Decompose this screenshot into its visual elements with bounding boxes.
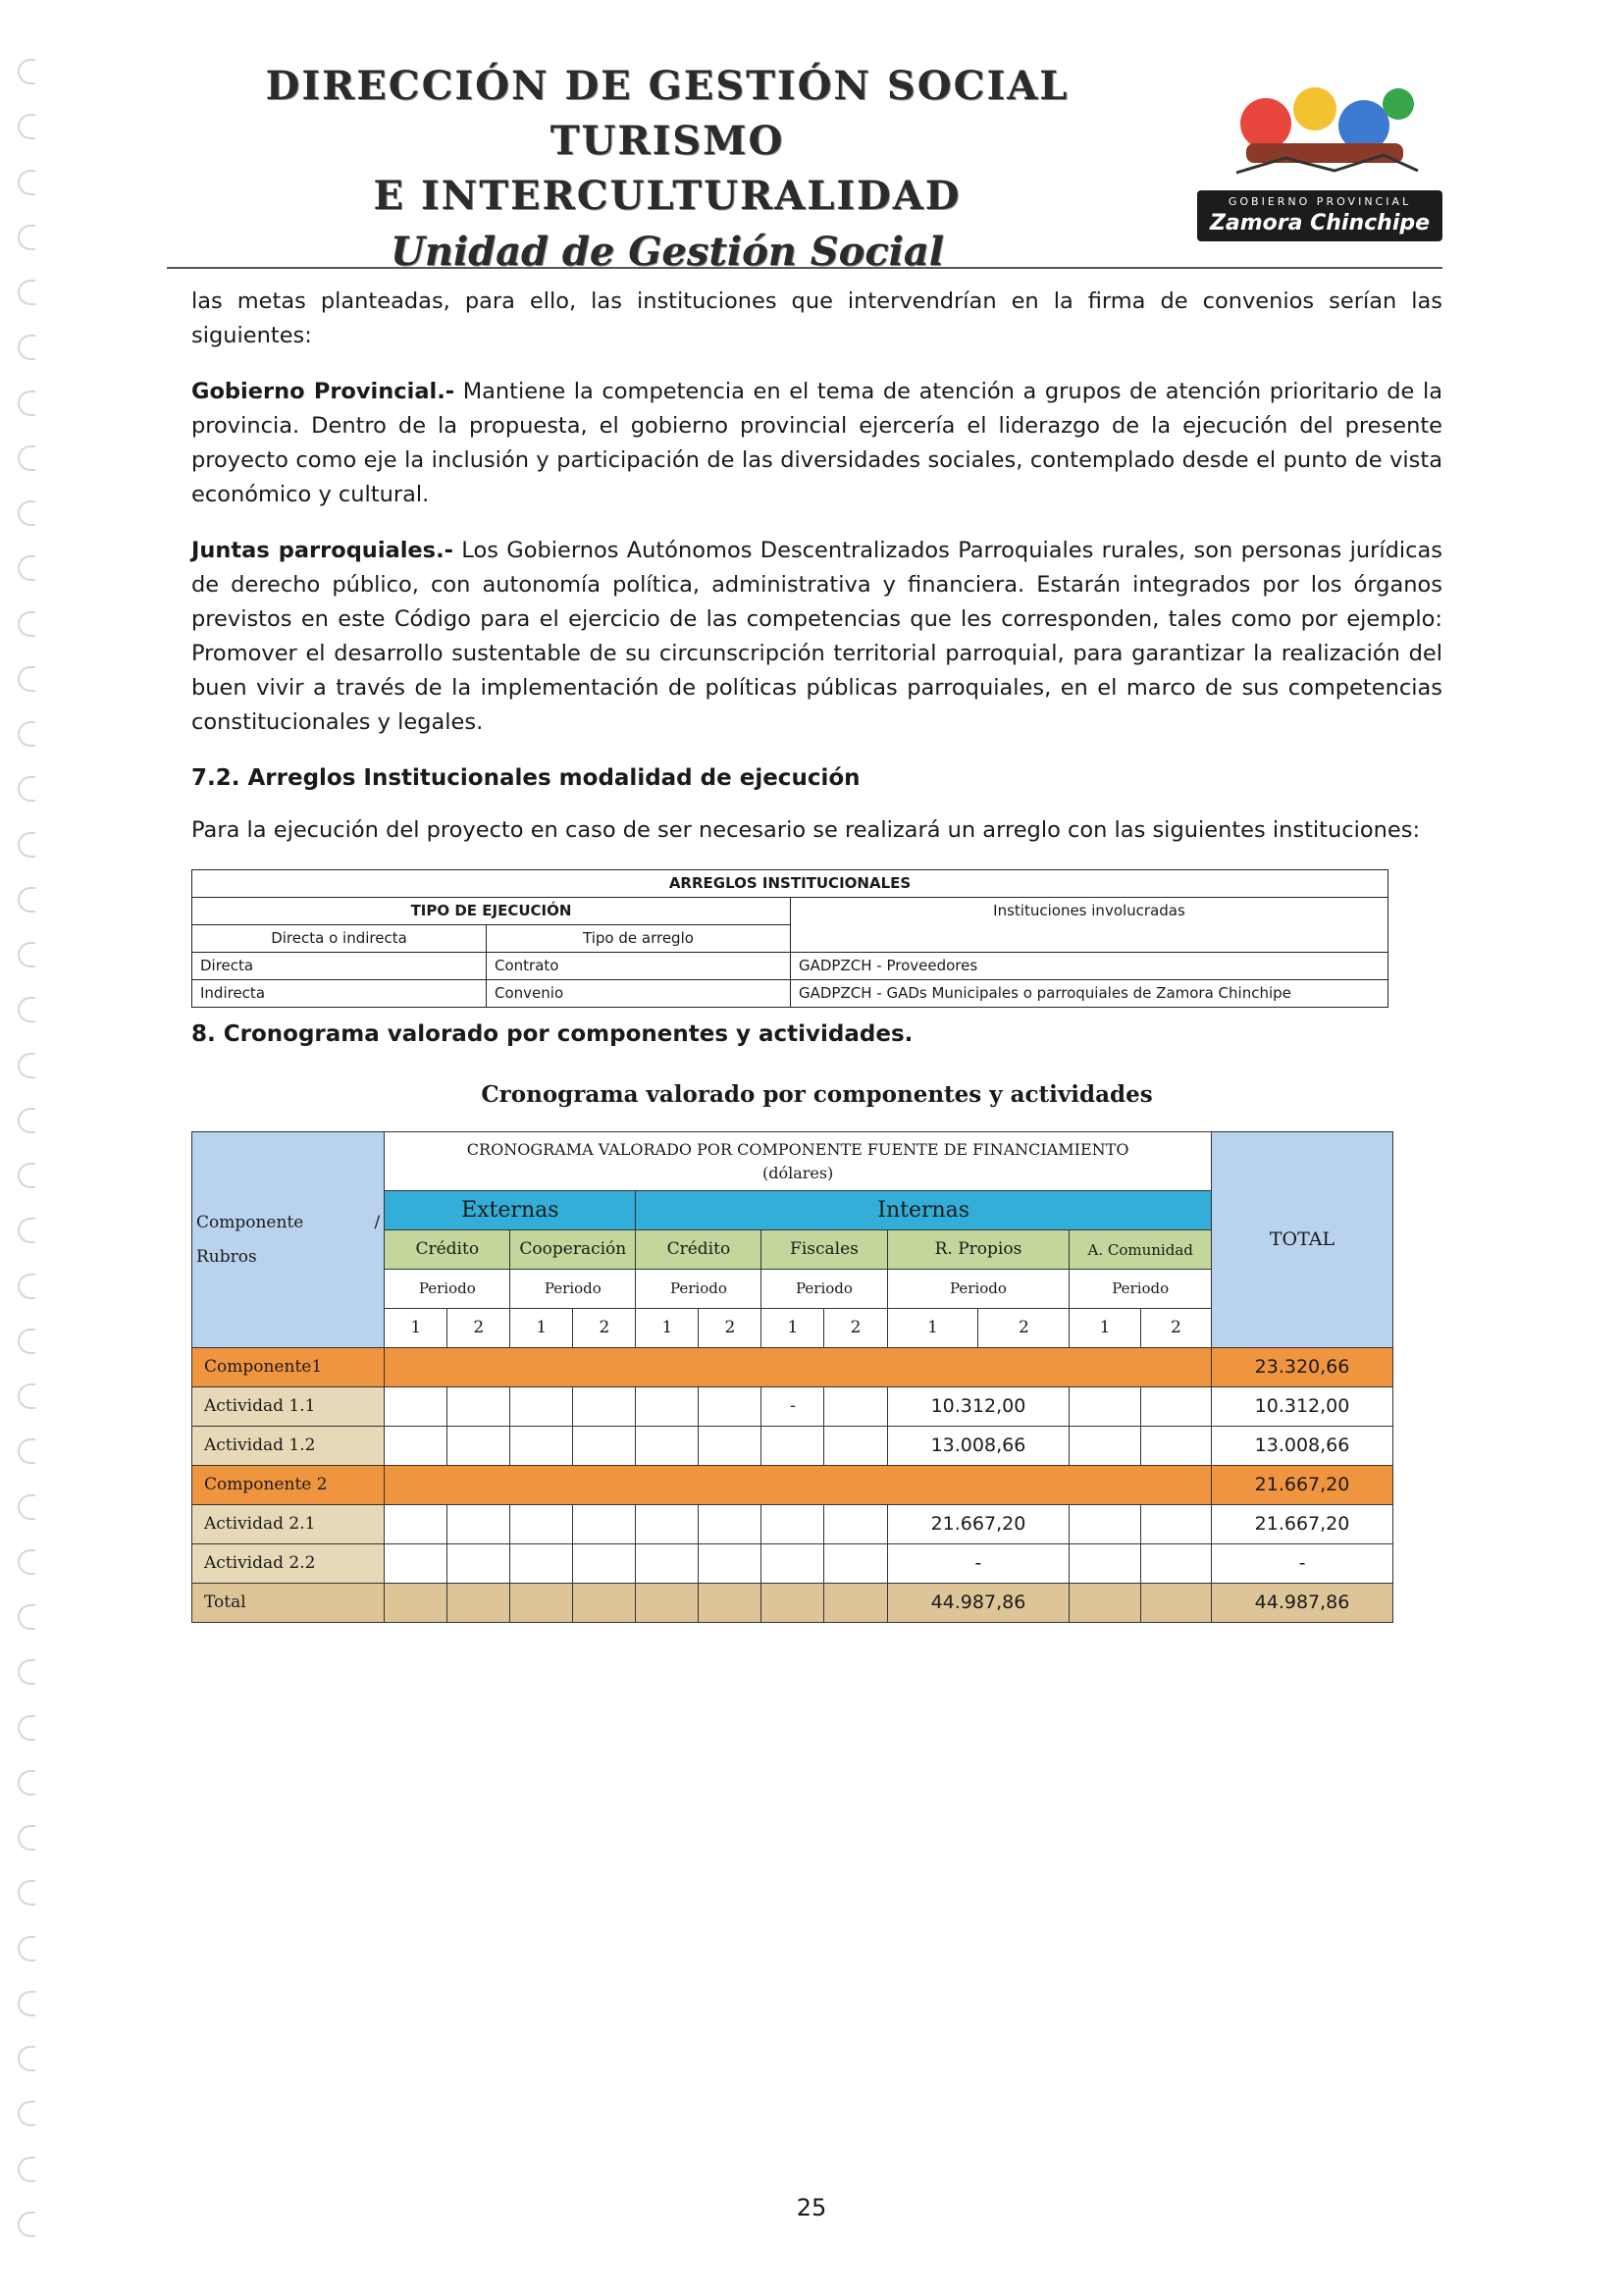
logo-band	[1197, 190, 1442, 241]
page-header	[167, 59, 1442, 275]
row-total: 10.312,00	[1212, 1387, 1393, 1427]
period-number: 2	[447, 1309, 510, 1348]
row-label: Actividad 1.1	[192, 1387, 385, 1427]
schedule-caption: Cronograma valorado por componentes y actividades	[481, 1081, 1153, 1108]
table-row	[192, 1584, 1393, 1623]
row-total: 21.667,20	[1212, 1505, 1393, 1544]
page-number: 25	[796, 2194, 827, 2221]
juntas-parroquiales-label: Juntas parroquiales.-	[191, 538, 453, 563]
juntas-parroquiales-paragraph	[191, 534, 1442, 740]
schedule-title	[385, 1132, 1212, 1191]
source-credito-int: Crédito	[636, 1230, 761, 1270]
period-number: 2	[573, 1309, 636, 1348]
binder-holes	[18, 59, 57, 2237]
arrangement-type: Contrato	[487, 953, 791, 980]
table-row	[192, 1544, 1393, 1584]
arrangements-title: ARREGLOS INSTITUCIONALES	[192, 870, 1388, 898]
logo-illustration-icon	[1227, 65, 1423, 183]
logo-name: Zamora Chinchipe	[1209, 211, 1431, 235]
periodo-label: Periodo	[385, 1270, 510, 1309]
schedule-group-internas: Internas	[636, 1191, 1212, 1230]
row-recursos-propios: 10.312,00	[887, 1387, 1070, 1427]
source-aporte-comunidad: A. Comunidad	[1070, 1230, 1212, 1270]
row-recursos-propios: 13.008,66	[887, 1427, 1070, 1466]
schedule-group-externas: Externas	[385, 1191, 636, 1230]
schedule-title-line-2: (dólares)	[761, 1163, 834, 1182]
table-row	[192, 953, 1388, 980]
source-credito-ext: Crédito	[385, 1230, 510, 1270]
table-row	[192, 1427, 1393, 1466]
row-total: -	[1212, 1544, 1393, 1584]
source-fiscales: Fiscales	[761, 1230, 887, 1270]
source-cooperacion: Cooperación	[510, 1230, 636, 1270]
schedule-corner-header: Componente / Rubros	[192, 1132, 385, 1348]
row-label: Actividad 1.2	[192, 1427, 385, 1466]
arrangement-institutions: GADPZCH - GADs Municipales o parroquiales de Zamora Chinchipe	[791, 980, 1388, 1008]
row-empty-cells	[385, 1466, 1212, 1505]
table-row	[192, 1387, 1393, 1427]
period-number: 2	[978, 1309, 1070, 1348]
gobierno-provincial-label: Gobierno Provincial.-	[191, 379, 455, 404]
row-recursos-propios: 21.667,20	[887, 1505, 1070, 1544]
header-line-2: E INTERCULTURALIDAD	[373, 173, 962, 219]
period-number: 1	[1070, 1309, 1140, 1348]
periodo-label: Periodo	[636, 1270, 761, 1309]
row-label: Componente1	[192, 1348, 385, 1387]
row-empty-cells	[385, 1348, 1212, 1387]
period-number: 1	[761, 1309, 824, 1348]
period-number: 1	[636, 1309, 699, 1348]
row-recursos-propios: 44.987,86	[887, 1584, 1070, 1623]
provincial-logo	[1197, 65, 1442, 261]
header-line-1: DIRECCIÓN DE GESTIÓN SOCIAL TURISMO	[265, 63, 1070, 164]
schedule-total-header: TOTAL	[1212, 1132, 1393, 1348]
header-divider	[167, 267, 1442, 269]
source-recursos-propios: R. Propios	[887, 1230, 1070, 1270]
arrangements-col-institutions: Instituciones involucradas	[791, 898, 1388, 953]
table-row	[192, 1466, 1393, 1505]
row-total: 23.320,66	[1212, 1348, 1393, 1387]
gobierno-provincial-text: Mantiene la competencia en el tema de atención a grupos de atención prioritario de la provincia. Dentro de la propuesta, el gobierno provincial ejercería el liderazgo de la ejecución del presente proyecto como eje la inclusión y participación de las diversidades sociales, contemplado desde el punto de vista económico y cultural.	[191, 379, 1442, 507]
page-content	[191, 285, 1442, 1623]
table-row	[192, 1348, 1393, 1387]
arrangements-col-type: Tipo de arreglo	[487, 925, 791, 953]
row-label: Total	[192, 1584, 385, 1623]
gobierno-provincial-paragraph	[191, 375, 1442, 512]
header-titles	[167, 59, 1168, 281]
logo-top-text: GOBIERNO PROVINCIAL	[1228, 195, 1412, 208]
period-number: 2	[824, 1309, 887, 1348]
arrangement-type: Convenio	[487, 980, 791, 1008]
periodo-label: Periodo	[761, 1270, 887, 1309]
row-total: 44.987,86	[1212, 1584, 1393, 1623]
schedule-title-line-1: CRONOGRAMA VALORADO POR COMPONENTE FUENTE DE FINANCIAMIENTO	[466, 1139, 1129, 1159]
section-8-title: 8. Cronograma valorado por componentes y actividades.	[191, 1021, 914, 1047]
period-number: 1	[510, 1309, 573, 1348]
row-label: Componente 2	[192, 1466, 385, 1505]
arrangement-mode: Directa	[192, 953, 487, 980]
row-total: 21.667,20	[1212, 1466, 1393, 1505]
table-row	[192, 1505, 1393, 1544]
row-total: 13.008,66	[1212, 1427, 1393, 1466]
arrangements-subtitle: TIPO DE EJECUCIÓN	[192, 898, 791, 925]
periodo-label: Periodo	[887, 1270, 1070, 1309]
arrangements-table	[191, 869, 1388, 1008]
arrangement-mode: Indirecta	[192, 980, 487, 1008]
header-line-3: Unidad de Gestión Social	[390, 229, 944, 275]
section-7-2-text: Para la ejecución del proyecto en caso de ser necesario se realizará un arreglo con las siguientes instituciones:	[191, 817, 1421, 843]
intro-paragraph: las metas planteadas, para ello, las instituciones que intervendrían en la firma de convenios serían las siguientes:	[191, 288, 1442, 348]
section-7-2-title: 7.2. Arreglos Institucionales modalidad de ejecución	[191, 765, 861, 791]
juntas-parroquiales-text: Los Gobiernos Autónomos Descentralizados Parroquiales rurales, son personas jurídicas de derecho público, con autonomía política, administrativa y financiera. Estarán integrados por los órganos previstos en este Código para el ejercicio de las competencias que les corresponden, tales como por ejemplo: Promover el desarrollo sustentable de su circunscripción territorial parroquial, para garantizar la realización del buen vivir a través de la implementación de políticas públicas parroquiales, en el marco de sus competencias constitucionales y legales.	[191, 538, 1442, 735]
row-label: Actividad 2.2	[192, 1544, 385, 1584]
periodo-label: Periodo	[1070, 1270, 1212, 1309]
period-number: 1	[887, 1309, 978, 1348]
fiscales-mark: -	[761, 1387, 824, 1427]
table-row	[192, 980, 1388, 1008]
periodo-label: Periodo	[510, 1270, 636, 1309]
period-number: 2	[699, 1309, 761, 1348]
period-number: 1	[385, 1309, 447, 1348]
schedule-table	[191, 1131, 1393, 1623]
row-recursos-propios: -	[887, 1544, 1070, 1584]
arrangement-institutions: GADPZCH - Proveedores	[791, 953, 1388, 980]
period-number: 2	[1140, 1309, 1211, 1348]
row-label: Actividad 2.1	[192, 1505, 385, 1544]
arrangements-col-mode: Directa o indirecta	[192, 925, 487, 953]
